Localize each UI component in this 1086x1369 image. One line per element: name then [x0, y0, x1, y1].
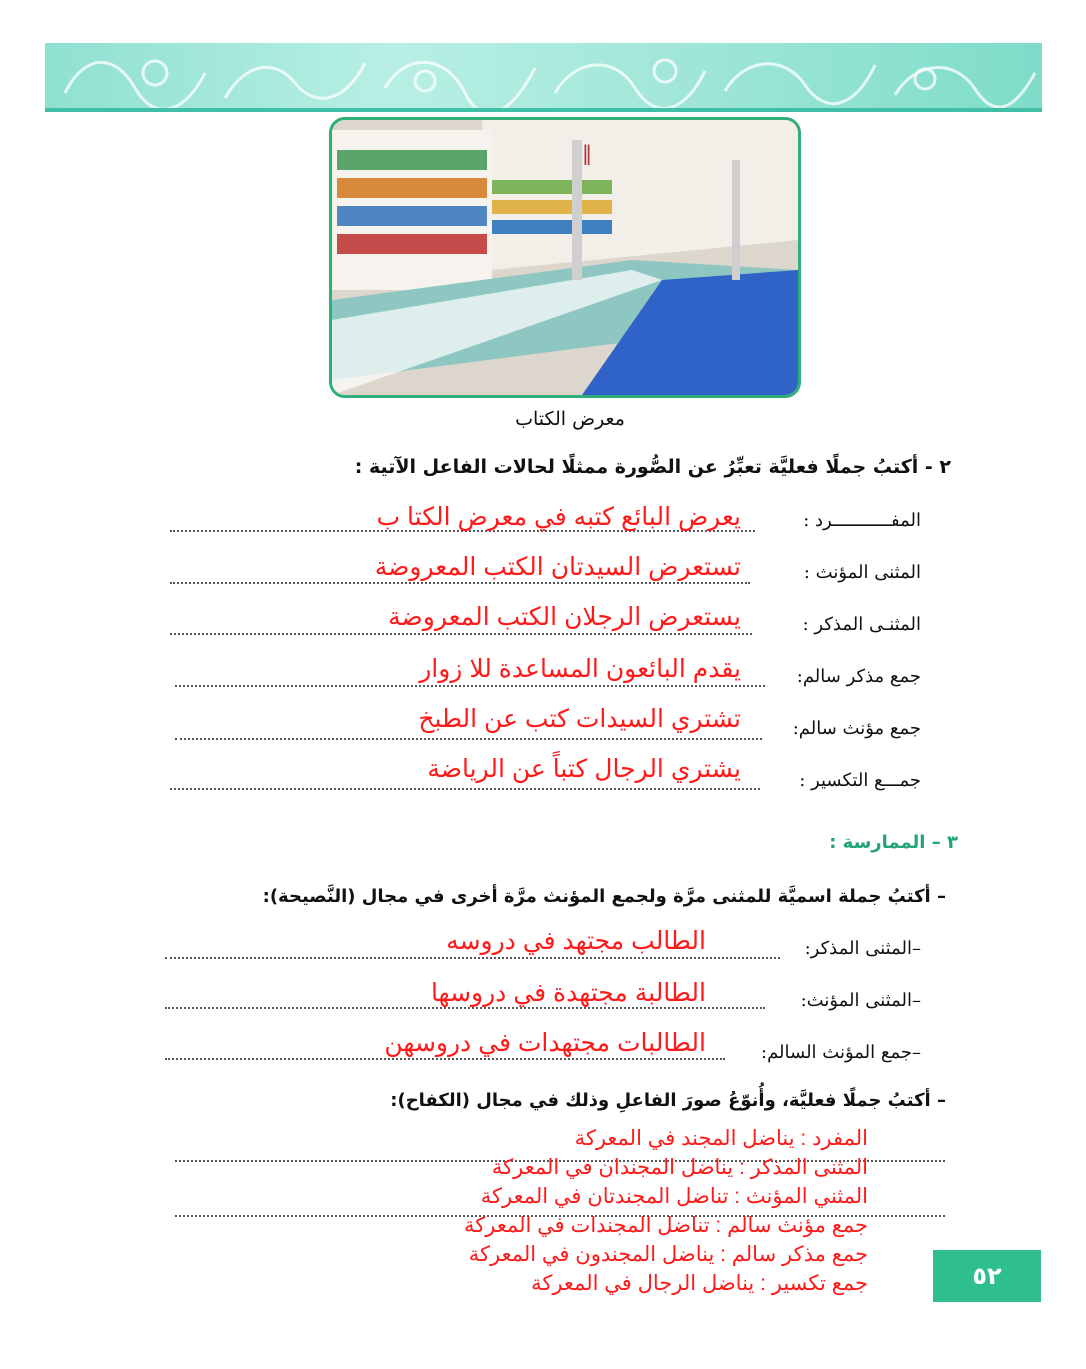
row-label: جمع مذكر سالم:	[796, 666, 921, 687]
answer-line	[170, 582, 750, 584]
part2-answer-1: المفرد : يناضل المجند في المعركة	[574, 1127, 868, 1150]
exercise3-title: ٣ – الممارسة :	[829, 832, 958, 853]
answer-line	[175, 738, 762, 740]
answer-line	[165, 957, 780, 959]
handwritten-answer[interactable]: يعرض البائع كتبه في معرض الكتا ب	[376, 503, 741, 531]
handwritten-answer[interactable]: يستعرض الرجلان الكتب المعروضة	[388, 603, 741, 631]
row-label: جمـــع التكسير :	[799, 770, 921, 791]
answer-line	[170, 788, 760, 790]
answer-line	[175, 685, 765, 687]
page-number: ٥٢	[933, 1250, 1041, 1302]
part2-answer-5: جمع مذكر سالم : يناضل المجندون في المعركة	[468, 1243, 868, 1266]
handwritten-answer[interactable]: يشتري الرجال كتباً عن الرياضة	[427, 755, 741, 783]
row-label: المثنـى المذكر :	[802, 614, 921, 635]
row-label: المثنى المؤنث :	[803, 562, 921, 583]
handwritten-answer[interactable]: الطالبات مجتهدات في دروسهن	[384, 1029, 706, 1057]
book-fair-photo	[329, 117, 801, 398]
handwritten-answer[interactable]: الطالبة مجتهدة في دروسها	[430, 979, 706, 1007]
handwritten-answer[interactable]: يقدم البائعون المساعدة للا زوار	[419, 655, 741, 683]
calligraphy-pattern	[45, 43, 1042, 111]
part2-answer-6: جمع تكسير : يناضل الرجال في المعركة	[531, 1272, 868, 1295]
row-label: –جمع المؤنث السالم:	[761, 1042, 921, 1063]
handwritten-answer[interactable]: الطالب مجتهد في دروسه	[446, 927, 706, 955]
exercise2-title: ٢ - أكتبُ جملًا فعليَّة تعبِّرُ عن الصُّورة ممثلًا لحالات الفاعل الآتية :	[354, 456, 951, 478]
svg-text:‖: ‖	[582, 141, 592, 165]
header-banner	[45, 43, 1042, 111]
part1-prompt: – أكتبُ جملة اسميَّة للمثنى مرَّة ولجمع المؤنث مرَّة أخرى في مجال (النَّصيحة):	[262, 886, 946, 907]
part2-answer-2: المثنى المذكر : يناضل المجندان في المعركة	[491, 1156, 868, 1179]
answer-line	[170, 633, 752, 635]
row-label: جمع مؤنث سالم:	[792, 718, 921, 739]
part2-answer-4: جمع مؤنث سالم : تناضل المجندات في المعركة	[463, 1214, 868, 1237]
banner-rule	[45, 108, 1042, 112]
photo-caption: معرض الكتاب	[515, 408, 625, 430]
handwritten-answer[interactable]: تستعرض السيدتان الكتب المعروضة	[374, 553, 741, 581]
part2-answer-3: المثني المؤنث : تناضل المجندتان في المعركة	[480, 1185, 868, 1208]
handwritten-answer[interactable]: تشتري السيدات كتب عن الطبخ	[418, 705, 741, 733]
row-label: –المثنى المذكر:	[804, 938, 921, 959]
row-label: –المثنى المؤنث:	[800, 990, 921, 1011]
part2-answers[interactable]	[464, 1124, 868, 1298]
answer-line	[165, 1058, 725, 1060]
part2-prompt: – أكتبُ جملًا فعليَّة، وأُنوّعُ صورَ الفاعلِ وذلك في مجال (الكفاح):	[390, 1090, 946, 1111]
row-label: المفـــــــــــرد :	[803, 510, 921, 531]
